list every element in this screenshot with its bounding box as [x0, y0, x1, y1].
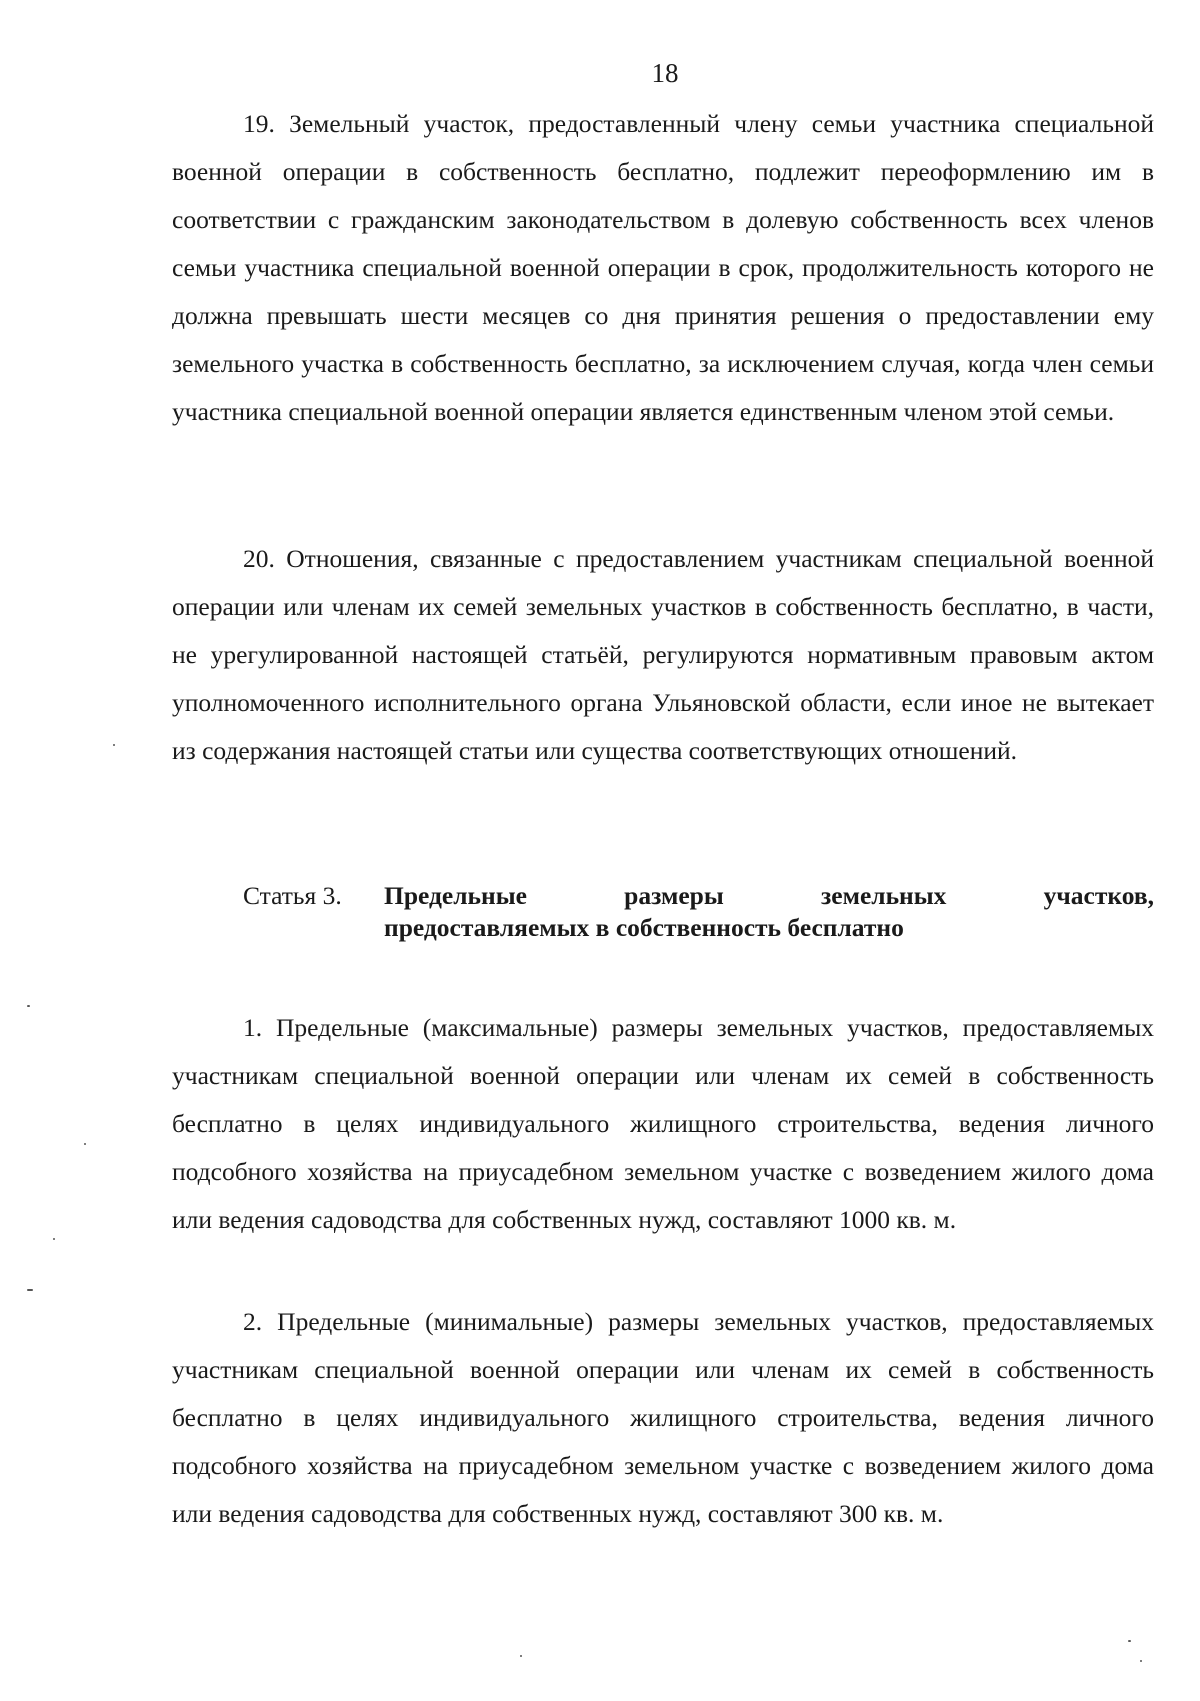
article-title-line-1: Предельные размеры земельных участков,	[384, 881, 1154, 910]
page-number: 18	[651, 58, 679, 88]
scan-speck	[27, 1289, 33, 1291]
scan-speck	[27, 1005, 30, 1007]
scan-speck	[1140, 1660, 1142, 1662]
article-item-2: 2. Предельные (минимальные) размеры земельных участков, предоставляемых участникам специальной военной операции или членам их семей в собственность бесплатно в целях индивидуального жилищного строительства, ведения личного подсобного хозяйства на приусадебном земельном участке с возведением жилого дома или ведения садоводства для собственных нужд, составляют 300 кв. м.	[172, 1307, 1154, 1528]
scan-speck	[113, 744, 115, 746]
article-item-1: 1. Предельные (максимальные) размеры земельных участков, предоставляемых участникам специальной военной операции или членам их семей в собственность бесплатно в целях индивидуального жилищного строительства, ведения личного подсобного хозяйства на приусадебном земельном участке с возведением жилого дома или ведения садоводства для собственных нужд, составляют 1000 кв. м.	[172, 1013, 1154, 1234]
scan-speck	[84, 1143, 86, 1145]
paragraph-20: 20. Отношения, связанные с предоставлением участникам специальной военной операции или членам их семей земельных участков в собственность бесплатно, в части, не урегулированной настоящей статьёй, регулируются нормативным правовым актом уполномоченного исполнительного органа Ульяновской области, если иное не вытекает из содержания настоящей статьи или существа соответствующих отношений.	[172, 544, 1154, 765]
article-title	[384, 880, 1154, 944]
scan-speck	[1128, 1640, 1131, 1642]
paragraph-19: 19. Земельный участок, предоставленный члену семьи участника специальной военной операции в собственность бесплатно, подлежит переоформлению им в соответствии с гражданским законодательством в долевую собственность всех членов семьи участника специальной военной операции в срок, продолжительность которого не должна превышать шести месяцев со дня принятия решения о предоставлении ему земельного участка в собственность бесплатно, за исключением случая, когда член семьи участника специальной военной операции является единственным членом этой семьи.	[172, 109, 1154, 426]
scan-speck	[520, 1655, 522, 1657]
scan-speck	[53, 1238, 55, 1240]
article-label: Статья 3.	[243, 881, 342, 910]
article-title-line-2: предоставляемых в собственность бесплатно	[384, 913, 904, 942]
